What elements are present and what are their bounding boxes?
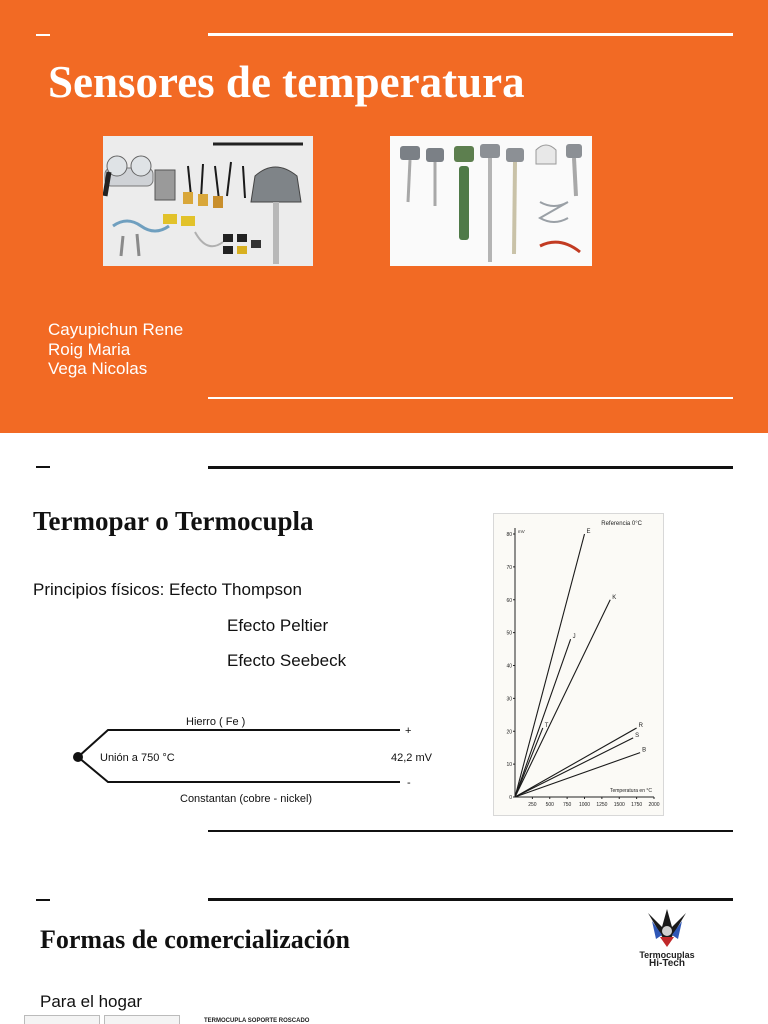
termocuplas-hitech-logo [638,907,696,969]
slide-title: Formas de comercialización [40,925,350,954]
phoenix-logo-icon [638,907,696,951]
effect-peltier-text: Efecto Peltier [227,616,329,635]
chart-title: Referencia 0°C [601,521,642,527]
chart-x-tick-label: 1250 [596,802,608,808]
emf-chart-svg [494,514,663,815]
chart-y-tick-label: 50 [506,630,512,637]
slide-1[interactable] [0,0,768,433]
junction-label: Unión a 750 °C [100,752,175,764]
chart-x-tick-label: 250 [528,802,537,808]
chart-y-axis-label: mV [518,529,525,534]
chart-x-axis-label: Temperatura en °C [609,788,652,794]
logo-line-1: Termocuplas [639,950,695,960]
principles-text: Principios físicos: Efecto Thompson [33,580,302,599]
chart-x-tick-label: 2000 [648,802,660,808]
product-thumbnail [24,1015,100,1024]
chart-y-tick-label: 10 [506,762,512,769]
slide-3[interactable] [0,865,768,1024]
wire-bottom-label: Constantan (cobre - nickel) [180,793,313,805]
logo-line-2: Hi-Tech [649,958,685,969]
plus-sign: + [405,725,412,737]
bottom-rule [208,830,733,832]
chart-series-label: T [544,722,549,729]
chart-series-label: K [612,594,617,601]
chart-series-label: B [642,747,647,754]
chart-series-line [515,534,585,797]
chart-series-line [515,600,610,797]
product-thumbnail [104,1015,180,1024]
top-rule [208,898,733,901]
thermocouple-emf-chart [493,513,664,816]
chart-y-tick-label: 40 [506,663,512,670]
product-caption: TERMOCUPLA SOPORTE ROSCADO [204,1018,310,1024]
industrial-probes-image [390,136,592,266]
thermocouple-junction-diagram [60,709,460,809]
slide-2[interactable] [0,433,768,865]
bottom-rule [208,397,733,399]
chart-y-tick-label: 20 [506,729,512,736]
slide-title: Sensores de temperatura [48,57,525,107]
slide-subtitle: Para el hogar [40,992,143,1011]
top-rule [208,466,733,469]
chart-series-line [515,728,640,797]
chart-y-tick-label: 60 [506,597,512,604]
author-name: Roig Maria [48,339,131,359]
author-name: Cayupichun Rene [48,320,184,339]
chart-y-tick-label: 30 [506,696,512,703]
chart-x-tick-label: 750 [562,802,572,808]
chart-y-tick-label: 80 [506,532,512,538]
authors-list [48,320,183,379]
chart-series-label: J [572,634,576,641]
slide-dash-marker [36,466,50,468]
effect-seebeck-text: Efecto Seebeck [227,651,347,670]
top-rule [208,33,733,36]
chart-series-label: S [635,732,640,739]
slide-title: Termopar o Termocupla [33,506,314,536]
author-name: Vega Nicolas [48,359,148,378]
thermocouple-assortment-image [103,136,313,266]
slide-dash-marker [36,34,50,36]
chart-x-tick-label: 1500 [613,802,625,808]
chart-series-label: R [638,722,643,729]
chart-y-tick-label: 70 [506,564,512,571]
voltage-label: 42,2 mV [391,752,432,764]
chart-x-tick-label: 1750 [631,802,643,808]
minus-sign: - [407,777,411,789]
chart-series-line [515,728,543,797]
chart-y-tick-label: 0 [509,795,512,801]
wire-top-label: Hierro ( Fe ) [186,716,246,728]
chart-x-tick-label: 500 [545,802,554,808]
chart-series-label: E [586,529,591,535]
slide-dash-marker [36,899,50,901]
chart-x-tick-label: 1000 [578,802,591,808]
